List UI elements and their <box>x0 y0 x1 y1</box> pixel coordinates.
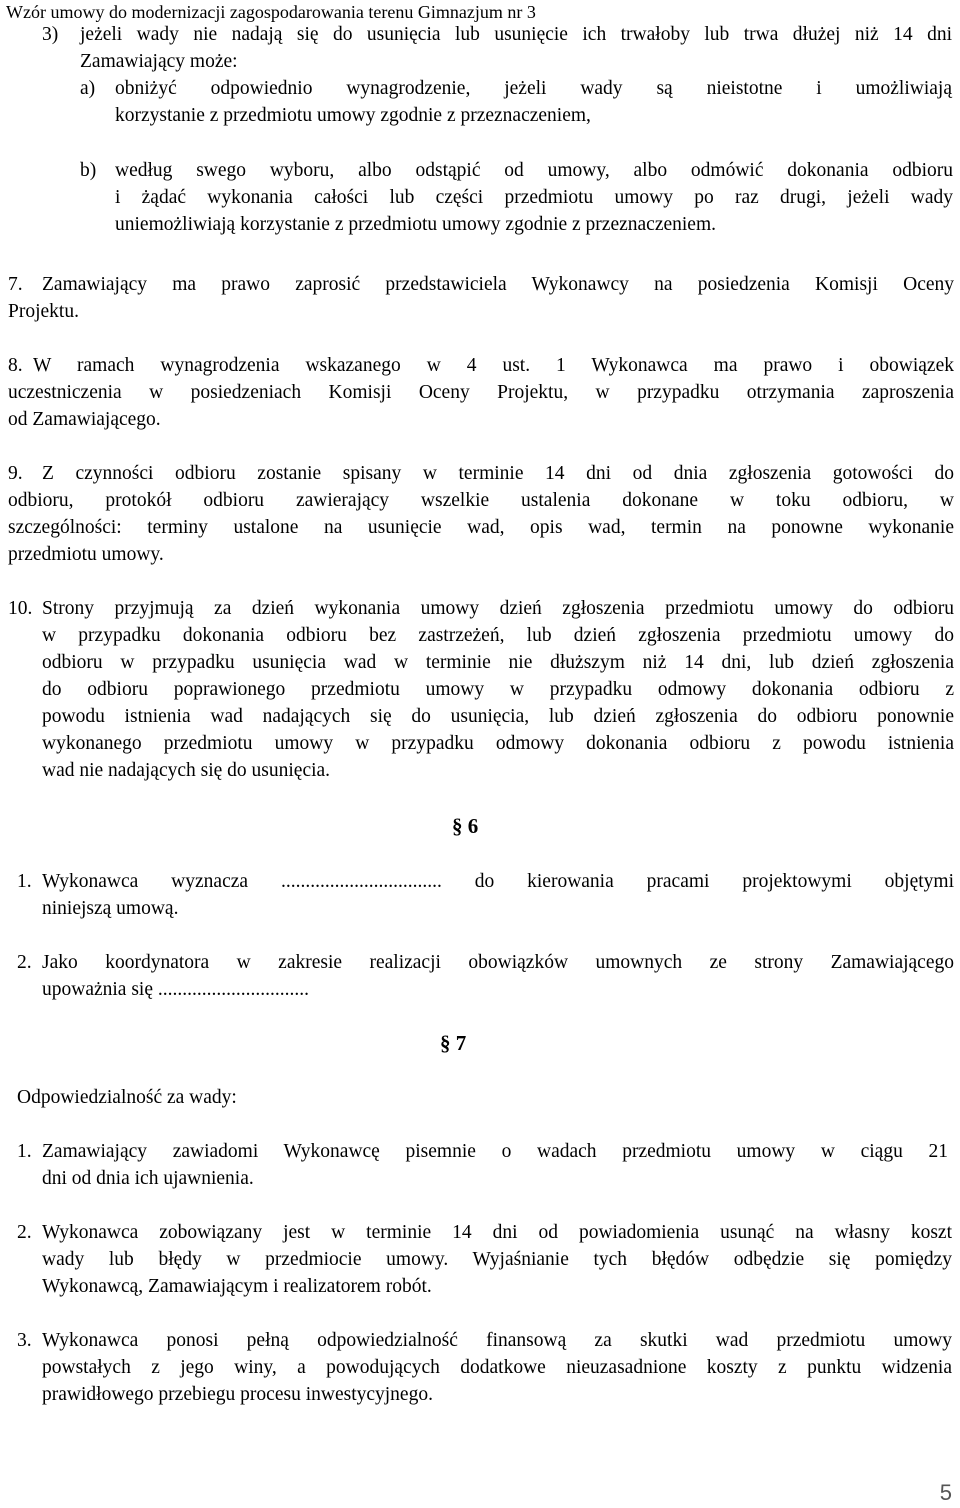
text-line: w przypadku dokonania odbioru bez zastrzeżeń, lub dzień zgłoszenia przedmiotu umowy do <box>42 625 954 646</box>
page-number: 5 <box>939 1480 952 1505</box>
item-number: 3) <box>42 24 59 45</box>
section-7-subtitle <box>17 1084 617 1111</box>
item-number: 3. <box>17 1330 32 1351</box>
text-line: Wykonawca ponosi pełną odpowiedzialność finansową za skutki wad przedmiotu umowy <box>42 1330 952 1351</box>
text-line: odbioru, protokół odbioru zawierający wszelkie ustalenia dokonane w toku odbioru, w <box>8 490 954 511</box>
item-number: 10. <box>8 598 33 619</box>
item-number: 2. <box>17 1222 32 1243</box>
item-number: 1. <box>17 1141 32 1162</box>
text-line: przedmiotu umowy. <box>8 544 164 565</box>
text-line: Z czynności odbioru zostanie spisany w terminie 14 dni od dnia zgłoszenia gotowości do <box>42 463 954 484</box>
text-line: Wykonawca wyznacza ................................. do kierowania pracami projektowymi objętymi <box>42 871 954 892</box>
running-header: Wzór umowy do modernizacji zagospodarowania terenu Gimnazjum nr 3 <box>6 2 536 22</box>
text-line: Projektu. <box>8 301 79 322</box>
paragraph-s6-item-2 <box>42 949 954 1003</box>
item-number: 9. <box>8 463 23 484</box>
text-line: uniemożliwiają korzystanie z przedmiotu umowy zgodnie z przeznaczeniem. <box>115 214 717 235</box>
text-line: Zamawiający zawiadomi Wykonawcę pisemnie o wadach przedmiotu umowy w ciągu 21 <box>42 1141 948 1162</box>
text-line: szczególności: terminy ustalone na usunięcie wad, opis wad, termin na ponowne wykonanie <box>8 517 954 538</box>
paragraph-s7-item-2 <box>42 1219 952 1300</box>
text-line: Strony przyjmują za dzień wykonania umowy dzień zgłoszenia przedmiotu umowy do odbioru <box>42 598 954 619</box>
paragraph-item-7 <box>42 271 954 298</box>
paragraph-s6-item-1 <box>42 868 954 922</box>
paragraph-s7-item-3 <box>42 1327 952 1408</box>
text-line: i żądać wykonania całości lub części przedmiotu umowy po raz drugi, jeżeli wady <box>115 187 953 208</box>
paragraph-item-3 <box>80 21 952 75</box>
text-line: Zamawiający ma prawo zaprosić przedstawiciela Wykonawcy na posiedzenia Komisji Oceny <box>42 274 954 295</box>
section-heading-6: § 6 <box>452 814 479 838</box>
item-number: 8. <box>8 355 23 376</box>
text-line: wykonanego przedmiotu umowy w przypadku odmowy dokonania odbioru z powodu istnienia <box>42 733 954 754</box>
paragraph-item-10 <box>42 595 954 784</box>
paragraph-item-b <box>115 157 953 238</box>
item-number: 7. <box>8 274 23 295</box>
item-number: 2. <box>17 952 32 973</box>
item-number: b) <box>80 160 97 181</box>
paragraph-item-9 <box>42 460 954 487</box>
text-line: odbioru w przypadku usunięcia wad w terminie nie dłuższym niż 14 dni, lub dzień zgłoszenia <box>42 652 954 673</box>
text-line: prawidłowego przebiegu procesu inwestycyjnego. <box>42 1384 433 1405</box>
text-line: Wykonawcą, Zamawiającym i realizatorem robót. <box>42 1276 432 1297</box>
text-line: Jako koordynatora w zakresie realizacji obowiązków umownych ze strony Zamawiającego <box>42 952 954 973</box>
item-number: a) <box>80 78 96 99</box>
text-line: powstałych z jego winy, a powodujących dodatkowe nieuzasadnione koszty z punktu widzenia <box>42 1357 952 1378</box>
text-line: dni od dnia ich ujawnienia. <box>42 1168 254 1189</box>
section-heading-7: § 7 <box>440 1031 467 1055</box>
text-line: niniejszą umową. <box>42 898 179 919</box>
text-line: według swego wyboru, albo odstąpić od umowy, albo odmówić dokonania odbioru <box>115 160 953 181</box>
text-line: W ramach wynagrodzenia wskazanego w 4 ust. 1 Wykonawca ma prawo i obowiązek <box>33 355 954 376</box>
text-line: powodu istnienia wad nadających się do usunięcia, lub dzień zgłoszenia do odbioru ponownie <box>42 706 954 727</box>
paragraph-item-8 <box>33 352 954 379</box>
text-line: jeżeli wady nie nadają się do usunięcia lub usunięcie ich trwałoby lub trwa dłużej niż 14 dni <box>80 24 952 45</box>
text-line: Wykonawca zobowiązany jest w terminie 14 dni od powiadomienia usunąć na własny koszt <box>42 1222 952 1243</box>
text-line: uczestniczenia w posiedzeniach Komisji Oceny Projektu, w przypadku otrzymania zaproszenia <box>8 382 954 403</box>
paragraph-s7-item-1 <box>42 1138 948 1192</box>
text-line: Odpowiedzialność za wady: <box>17 1087 237 1108</box>
text-line: od Zamawiającego. <box>8 409 161 430</box>
text-line: wady lub błędy w przedmiocie umowy. Wyjaśnianie tych błędów odbędzie się pomiędzy <box>42 1249 952 1270</box>
paragraph-item-9-cont <box>8 487 954 568</box>
paragraph-item-a <box>115 75 952 129</box>
text-line: wad nie nadających się do usunięcia. <box>42 760 331 781</box>
text-line: korzystanie z przedmiotu umowy zgodnie z przeznaczeniem, <box>115 105 591 126</box>
text-line: upoważnia się ............................... <box>42 979 310 1000</box>
text-line: do odbioru poprawionego przedmiotu umowy w przypadku odmowy dokonania odbioru z <box>42 679 954 700</box>
item-number: 1. <box>17 871 32 892</box>
text-line: obniżyć odpowiednio wynagrodzenie, jeżeli wady są nieistotne i umożliwiają <box>115 78 952 99</box>
paragraph-item-7-cont <box>8 298 954 325</box>
paragraph-item-8-cont <box>8 379 954 433</box>
text-line: Zamawiający może: <box>80 51 238 72</box>
